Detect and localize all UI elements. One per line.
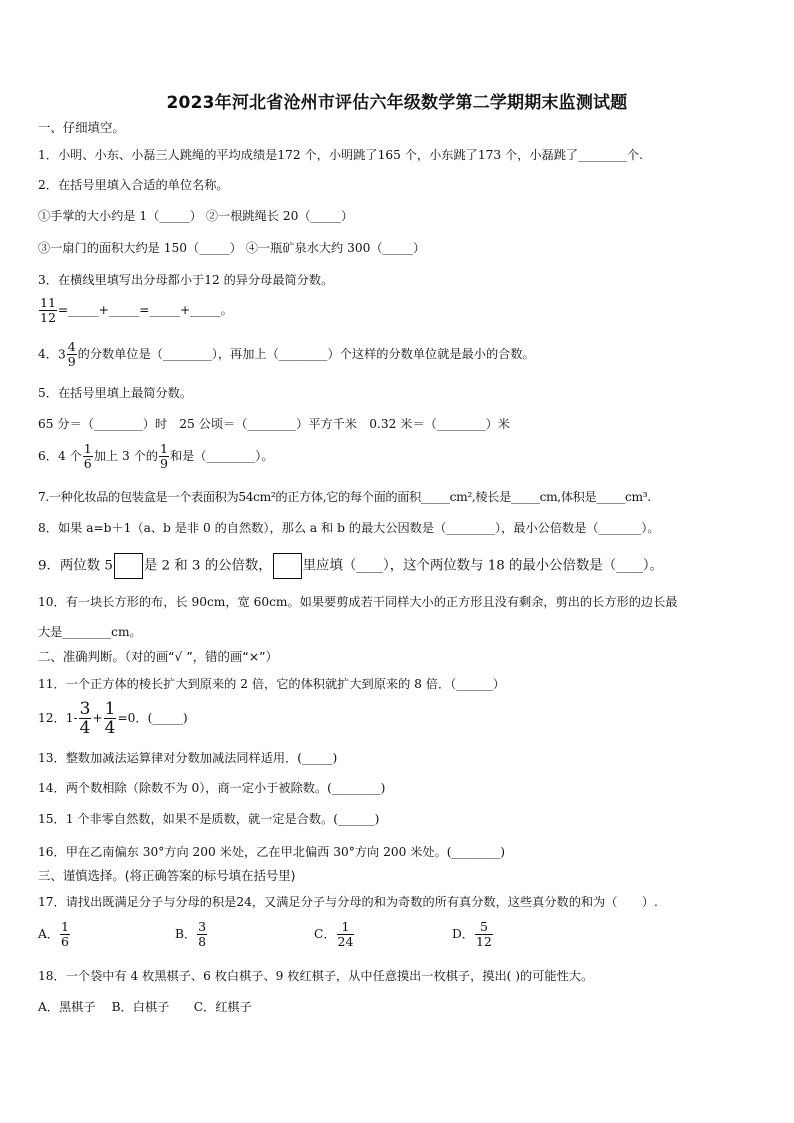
question-4: 4．3 $\frac{4}{9}$ 的分数单位是（________），再加上（________）个这样的分数单位就是最小的合数。 xyxy=(38,339,535,369)
fraction: $\frac{3}{8}$ xyxy=(198,919,207,949)
option-c: C． $\frac{1}{24}$ xyxy=(314,919,354,949)
fraction: $\frac{3}{4}$ xyxy=(79,699,91,738)
question-10-line-1: 10．有一块长方形的布，长 90cm，宽 60cm。如果要剪成若干同样大小的正方形且没有剩余，剪出的长方形的边长最 xyxy=(38,595,678,609)
fraction: $\frac{4}{9}$ xyxy=(67,339,76,369)
question-7: 7.一种化妆品的包装盒是一个表面积为54cm²的正方体,它的每个面的面积_____cm²,棱长是_____cm,体积是_____cm³. xyxy=(38,490,651,504)
page-title: 2023年河北省沧州市评估六年级数学第二学期期末监测试题 xyxy=(166,93,628,113)
question-18-options: A．黑棋子 B．白棋子 C．红棋子 xyxy=(38,1000,252,1014)
option-a: A． $\frac{1}{6}$ xyxy=(38,919,69,949)
question-15: 15．1 个非零自然数，如果不是质数，就一定是合数。(______) xyxy=(38,812,380,826)
blank-box xyxy=(114,553,143,579)
section-heading-choice: 三、谨慎选择。(将正确答案的标号填在括号里) xyxy=(38,868,296,883)
question-13: 13．整数加减法运算律对分数加减法同样适用．(_____) xyxy=(38,751,338,765)
question-5: 5．在括号里填上最简分数。 xyxy=(38,386,193,400)
option-b: B． $\frac{3}{8}$ xyxy=(175,919,207,949)
question-3: 3．在横线里填写出分母都小于12 的异分母最简分数。 xyxy=(38,273,334,287)
fraction: $\frac{1}{6}$ xyxy=(83,441,92,471)
question-11: 11．一个正方体的棱长扩大到原来的 2 倍，它的体积就扩大到原来的 8 倍．（______） xyxy=(38,677,505,691)
question-1: 1．小明、小东、小磊三人跳绳的平均成绩是172 个，小明跳了165 个，小东跳了173 个，小磊跳了________个. xyxy=(38,148,643,162)
blank-box xyxy=(273,553,302,579)
question-17: 17．请找出既满足分子与分母的积是24，又满足分子与分母的和为奇数的所有真分数，这些真分数的和为（ ）. xyxy=(38,895,658,909)
question-10-line-2: 大是________cm。 xyxy=(38,625,142,639)
section-heading-judge: 二、准确判断。（对的画“√ ”，错的画“×”） xyxy=(38,649,278,664)
section-heading-fill: 一、仔细填空。 xyxy=(38,120,125,135)
fraction: $\frac{1}{6}$ xyxy=(61,919,69,949)
question-12: 12．1- $\frac{3}{4}$ + $\frac{1}{4}$ =0．(_____) xyxy=(38,699,188,738)
question-9: 9．两位数 5 是 2 和 3 的公倍数， 里应填（____），这个两位数与 18 的最小公倍数是（____）。 xyxy=(38,553,663,579)
question-5-parts: 65 分＝（________）时 25 公顷＝（________）平方千米 0.32 米＝（________）米 xyxy=(38,417,510,431)
question-8: 8．如果 a=b＋1（a、b 是非 0 的自然数），那么 a 和 b 的最大公因数是（________），最小公倍数是（_______）。 xyxy=(38,521,660,535)
option-d: D． $\frac{5}{12}$ xyxy=(452,919,492,949)
fraction: $\frac{11}{12}$ xyxy=(40,295,56,325)
fraction: $\frac{1}{4}$ xyxy=(104,699,116,738)
question-14: 14．两个数相除（除数不为 0），商一定小于被除数。(________) xyxy=(38,781,386,795)
question-3-equation: $\frac{11}{12}$ =_____+_____=_____+_____。 xyxy=(40,295,233,325)
fraction: $\frac{1}{9}$ xyxy=(159,441,168,471)
question-16: 16．甲在乙南偏东 30°方向 200 米处，乙在甲北偏西 30°方向 200 米处。(________) xyxy=(38,845,506,859)
question-2: 2．在括号里填入合适的单位名称。 xyxy=(38,178,229,192)
question-17-options xyxy=(38,920,494,949)
question-18: 18．一个袋中有 4 枚黑棋子、6 枚白棋子、9 枚红棋子，从中任意摸出一枚棋子，摸出( )的可能性大。 xyxy=(38,969,594,983)
question-2-parts-b: ③一扇门的面积大约是 150（_____） ④一瓶矿泉水大约 300（_____） xyxy=(38,241,426,255)
question-2-parts-a: ①手掌的大小约是 1（_____） ②一根跳绳长 20（_____） xyxy=(38,209,354,223)
fraction: $\frac{5}{12}$ xyxy=(475,919,492,949)
question-6: 6．4 个 $\frac{1}{6}$ 加上 3 个的 $\frac{1}{9}$ 和是（________）。 xyxy=(38,441,274,471)
fraction: $\frac{1}{24}$ xyxy=(337,919,354,949)
